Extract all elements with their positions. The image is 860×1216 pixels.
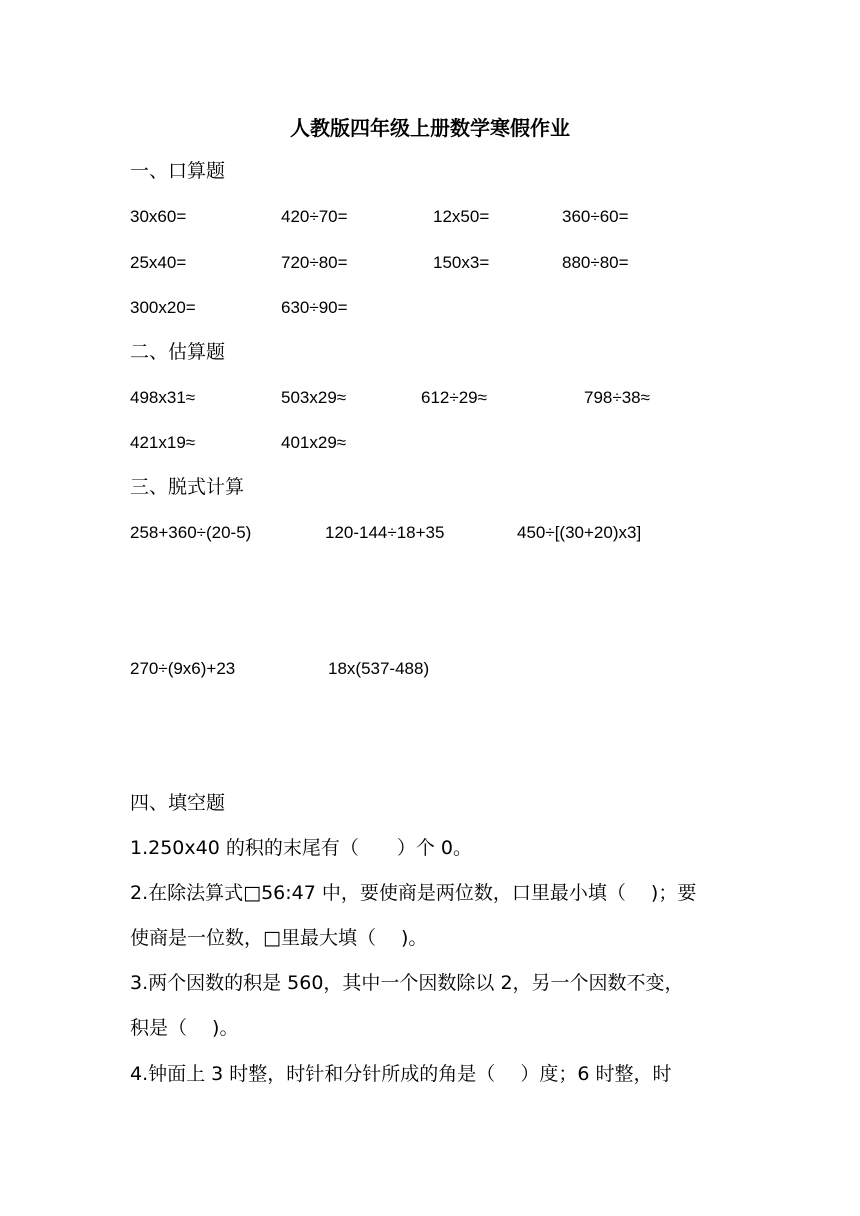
step-calc-problem: 18x(537-488) [328, 659, 430, 678]
estimation-problem: 612÷29≈ [421, 388, 487, 407]
section-heading-oral-calculation: 一、口算题 [130, 160, 226, 182]
step-calc-problem: 258+360÷(20-5) [130, 523, 252, 542]
section-heading-fill-blank: 四、填空题 [130, 792, 226, 814]
fill-blank-line: 使商是一位数，□里最大填（ )。 [130, 927, 428, 949]
section-heading-estimation: 二、估算题 [130, 341, 226, 363]
fill-blank-line: 4.钟面上 3 时整，时针和分针所成的角是（ ）度；6 时整，时 [130, 1063, 672, 1085]
estimation-problem: 421x19≈ [130, 433, 196, 452]
estimation-problem: 503x29≈ [281, 388, 347, 407]
oral-problem: 630÷90= [281, 298, 348, 317]
estimation-problem: 498x31≈ [130, 388, 196, 407]
section-heading-step-calculation: 三、脱式计算 [130, 476, 245, 498]
oral-problem: 720÷80= [281, 253, 348, 272]
oral-problem: 360÷60= [562, 207, 629, 226]
fill-blank-line: 1.250x40 的积的末尾有（ ）个 0。 [130, 837, 472, 859]
estimation-problem: 401x29≈ [281, 433, 347, 452]
oral-problem: 12x50= [433, 207, 490, 226]
oral-problem: 880÷80= [562, 253, 629, 272]
fill-blank-line: 2.在除法算式□56:47 中，要使商是两位数，口里最小填（ )；要 [130, 882, 697, 904]
estimation-problem: 798÷38≈ [584, 388, 650, 407]
oral-problem: 30x60= [130, 207, 187, 226]
step-calc-problem: 270÷(9x6)+23 [130, 659, 236, 678]
step-calc-problem: 120-144÷18+35 [325, 523, 445, 542]
oral-problem: 150x3= [433, 253, 490, 272]
oral-problem: 420÷70= [281, 207, 348, 226]
oral-problem: 25x40= [130, 253, 187, 272]
oral-problem: 300x20= [130, 298, 196, 317]
page-title: 人教版四年级上册数学寒假作业 [290, 116, 570, 140]
fill-blank-line: 3.两个因数的积是 560，其中一个因数除以 2，另一个因数不变， [130, 972, 684, 994]
step-calc-problem: 450÷[(30+20)x3] [517, 523, 642, 542]
fill-blank-line: 积是（ )。 [130, 1017, 239, 1039]
